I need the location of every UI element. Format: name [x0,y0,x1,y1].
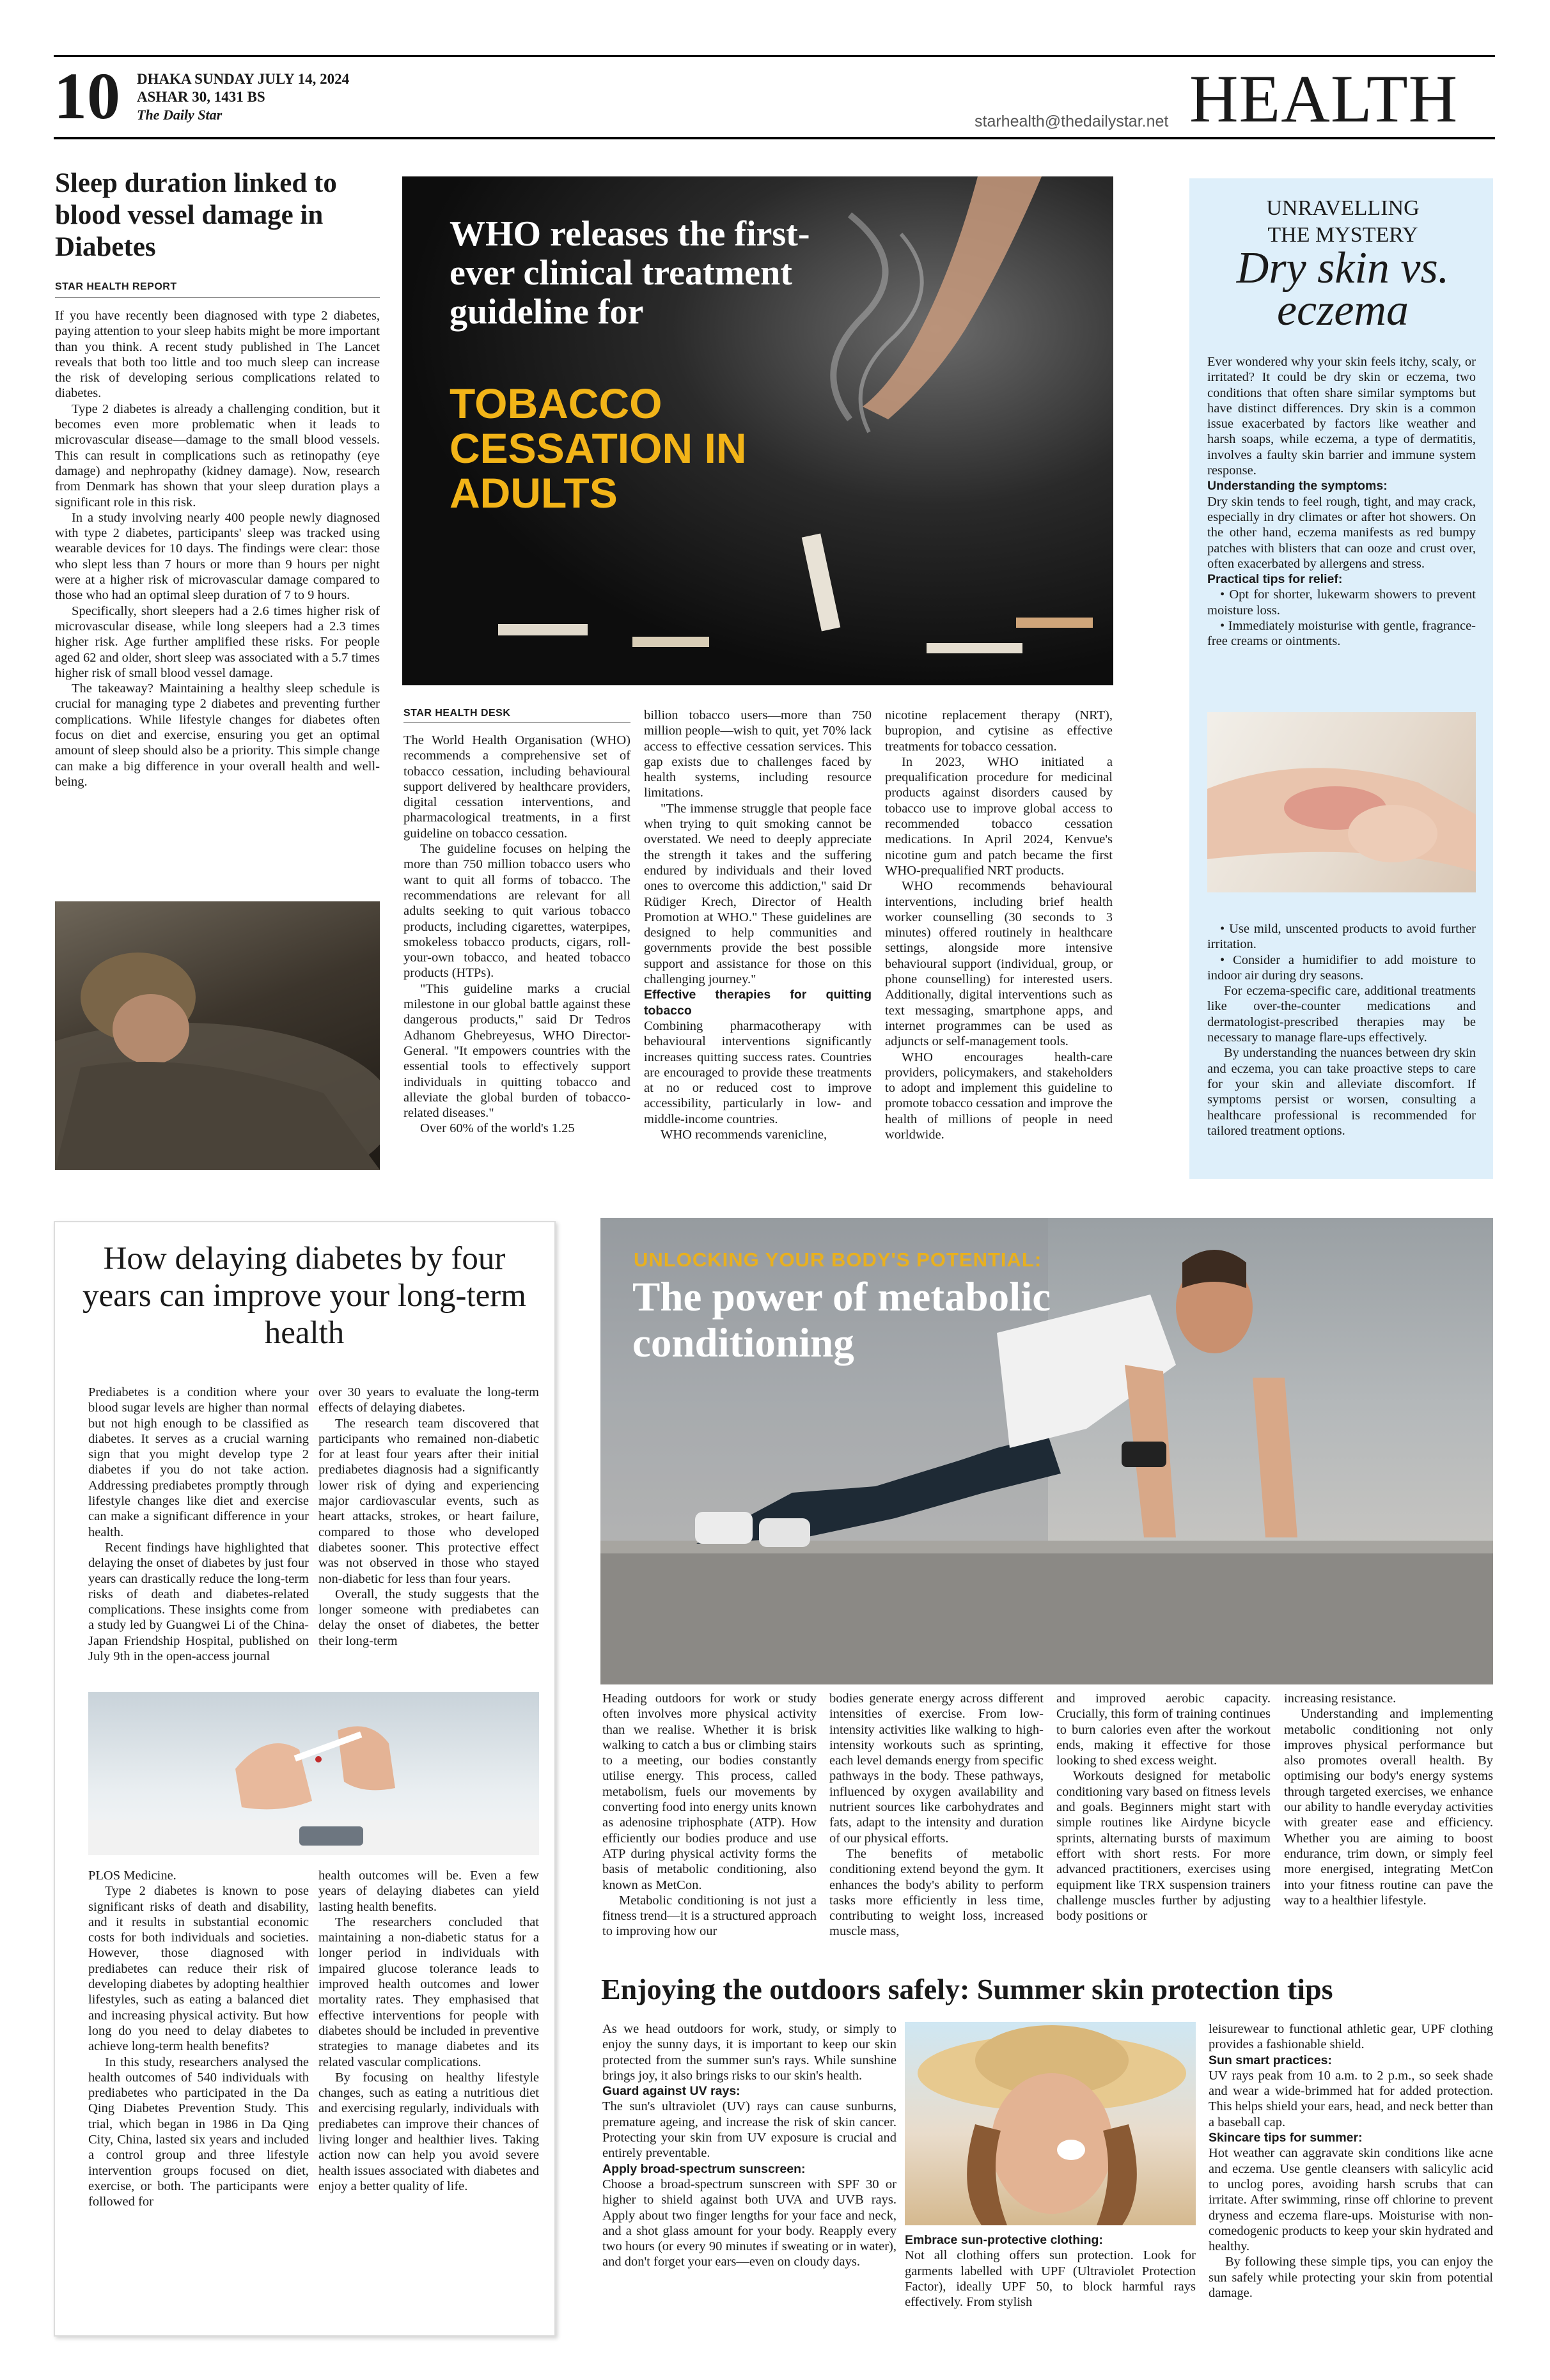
eczema-tip: • Immediately moisturise with gentle, fragrance-free creams or ointments. [1207,619,1476,649]
sleep-paragraph: Specifically, short sleepers had a 2.6 times higher risk of microvascular disease, while long sleepers had a 2.3 times higher risk. Age further amplified these risks. For people aged 62 and older, short sleep was associated with a 5.7 times higher risk of small blood vessel damage. [55,603,380,680]
page-number: 10 [54,59,120,133]
diabetes-paragraph: The research team discovered that participants who remained non-diabetic for at least four years after their initial prediabetes diagnosis had a significantly lower risk of dying and experiencing major cardiovascular events, such as heart attacks, strokes, or heart failure, compared to those who developed diabetes sooner. This protective effect was not observed in those who stayed non-diabetic for less than four years. [318,1416,539,1586]
sleep-paragraph: If you have recently been diagnosed with type 2 diabetes, paying attention to your sleep habits might be more important than you think. A recent study published in The Lancet reveals that both too little and too much sleep can increase the risk of developing serious complications related to diabetes. [55,309,380,401]
tobacco-subhead: Effective therapies for quitting tobacco [644,988,872,1018]
paper-logo: The Daily Star [137,107,223,123]
tobacco-photo [402,176,1113,685]
metabolic-paragraph: and improved aerobic capacity. Crucially, this form of training continues to burn calories even after the workout ends, making it effective for those looking to shed excess weight. [1056,1692,1271,1768]
metabolic-paragraph: Metabolic conditioning is not just a fitness trend—it is a structured approach to improving how our [602,1893,817,1939]
diabetes-article-box [54,1221,556,2337]
sun-uv-head: Guard against UV rays: [602,2084,740,2099]
sun-smart-head: Sun smart practices: [1209,2053,1332,2067]
eczema-arm-photo [1207,712,1476,892]
metabolic-headline: The power of metabolic conditioning [632,1274,1051,1366]
eczema-sidebar [1189,178,1493,1179]
glucose-test-photo [88,1692,539,1855]
tobacco-paragraph: The World Health Organisation (WHO) recommends a comprehensive set of tobacco cessation, including behavioural support delivered by healthcare providers, digital cessation interventions, and pharmacological treatments, in a first guideline on tobacco cessation. [403,733,630,841]
glucose-test-illustration [88,1692,539,1855]
dateline [137,70,349,124]
eczema-intro: Ever wondered why your skin feels itchy, scaly, or irritated? It could be dry skin or eczema, two conditions that often share similar symptoms but have distinct differences. Dry skin is a common issue exacerbated by factors like weather and harsh soaps, while eczema, a type of dermatitis, involves a faulty skin barrier and immune system response. [1207,355,1476,478]
tobacco-paragraph: nicotine replacement therapy (NRT), bupropion, and cytisine as effective treatments for tobacco cessation. [885,708,1113,754]
sleep-body [55,308,380,789]
sun-col3 [1209,2021,1493,2301]
sun-headline: Enjoying the outdoors safely: Summer skin protection tips [601,1973,1333,2005]
sun-uv: The sun's ultraviolet (UV) rays can cause sunburns, premature ageing, and increase the risk of skin cancer. Protecting your skin from UV exposure is crucial and entirely preventable. [602,2099,896,2161]
diabetes-paragraph: health outcomes will be. Even a few years of delaying diabetes can yield lasting health benefits. [318,1869,539,1914]
diabetes-paragraph: over 30 years to evaluate the long-term effects of delaying diabetes. [318,1385,539,1415]
metabolic-col1 [602,1691,817,1940]
sleep-paragraph: Type 2 diabetes is already a challenging condition, but it becomes even more problematic when it leads to microvascular disease—damage to the small blood vessels. This can result in complications such as retinopathy (eye damage) and nephropathy (kidney damage). Now, research from Denmark has shown that your sleep duration plays a significant role in this risk. [55,401,380,509]
eczema-arm-illustration [1207,712,1476,892]
tobacco-paragraph: "This guideline marks a crucial milestone in our global battle against these dangerous products," said Dr Tedros Adhanom Ghebreyesus, WHO Director-General. "It empowers countries with the essential tools to effectively support individuals in quitting tobacco and alleviate the global burden of tobacco-related diseases." [403,981,630,1121]
diabetes-paragraph: By focusing on healthy lifestyle changes, such as eating a nutritious diet and exercising regularly, individuals with prediabetes can improve their chances of living longer and healthier lives. Taking action now can help you avoid severe health issues associated with diabetes and enjoy a better quality of life. [318,2070,539,2193]
diabetes-col2-top [318,1385,539,1649]
metabolic-paragraph: Heading outdoors for work or study often involves more physical activity than we realise. Whether it is brisk walking to catch a bus or climbing stairs to a meeting, our bodies constantly utilise energy. This process, called metabolism, fuels our movements by converting food into energy units known as adenosine triphosphate (ATP). How efficiently our bodies produce and use ATP during physical activity forms the basis of metabolic conditioning, also known as MetCon. [602,1692,817,1892]
sleep-byline-rule [55,297,380,298]
sun-sunscreen-head: Apply broad-spectrum sunscreen: [602,2161,806,2176]
sun-smart: UV rays peak from 10 a.m. to 2 p.m., so seek shade and wear a wide-brimmed hat for added protection. This helps shield your ears, head, and neck better than a baseball cap. [1209,2068,1493,2129]
tobacco-byline-rule [403,722,630,723]
diabetes-col1-bottom [88,1868,309,2210]
diabetes-paragraph: The researchers concluded that maintaining a non-diabetic status for a longer period in individuals with impaired glucose tolerance leads to improved health outcomes and lower mortality rates. They emphasised that effective interventions for people with diabetes should be included in preventive strategies to manage diabetes and its related vascular complications. [318,1915,539,2069]
sun-sunscreen: Choose a broad-spectrum sunscreen with SPF 30 or higher to shield against both UVA and UVB rays. Apply about two finger lengths for your face and neck, and a shot glass amount for your body. Reapply every two hours (or every 90 minutes if sweating or in water), and don't forget your ears—even on cloudy days. [602,2177,896,2269]
eczema-tip: • Opt for shorter, lukewarm showers to prevent moisture loss. [1207,587,1476,618]
metabolic-col2 [829,1691,1044,1940]
sun-clothing-head: Embrace sun-protective clothing: [905,2233,1103,2247]
diabetes-paragraph: PLOS Medicine. [88,1869,176,1883]
sun-clothing: Not all clothing offers sun protection. Look for garments labelled with UPF (Ultraviolet Protection Factor), ideally UPF 50, to block harmful rays effectively. From stylish [905,2248,1196,2310]
sun-intro: As we head outdoors for work, study, or simply to enjoy the sunny days, it is important to keep our skin protected from the summer sun's rays. While sunshine brings joy, it also brings risks to our skin's health. [602,2022,896,2083]
diabetes-col1-top [88,1385,309,1664]
sleeping-person-illustration [55,901,380,1170]
diabetes-paragraph: Prediabetes is a condition where your blood sugar levels are higher than normal but not high enough to be classified as diabetes. It serves as a crucial warning sign that you might develop type 2 diabetes if you do not take action. Addressing prediabetes promptly through lifestyle changes like diet and exercise can make a significant difference in your health. [88,1385,309,1539]
eczema-symptoms-head: Understanding the symptoms: [1207,479,1388,494]
tobacco-paragraph: Combining pharmacotherapy with behavioural interventions significantly increases quitting success rates. Countries are encouraged to provide these treatments at no or reduced cost to improve accessibility, particularly in low- and middle-income countries. [644,1018,872,1126]
eczema-kicker: UNRAVELLING THE MYSTERY [1266,196,1420,247]
tobacco-paragraph: The guideline focuses on helping the more than 750 million tobacco users who want to quit all forms of tobacco. The recommendations are relevant for all adults seeking to quit various tobacco products, including cigarettes, waterpipes, smokeless tobacco products, cigars, roll-your-own tobacco, and heated tobacco products (HTPs). [403,842,630,981]
tobacco-col3 [885,708,1113,1142]
sun-clothing-cont: leisurewear to functional athletic gear, UPF clothing provides a fashionable shield. [1209,2022,1493,2052]
sun-care-head: Skincare tips for summer: [1209,2131,1363,2145]
eczema-closing: For eczema-specific care, additional treatments like over-the-counter medications and dermatologist-prescribed therapies may be necessary to manage flare-ups effectively. [1207,984,1476,1045]
section-title: HEALTH [1189,61,1459,136]
eczema-headline: Dry skin vs. eczema [1236,244,1450,335]
tobacco-headline-yellow: TOBACCO CESSATION IN ADULTS [450,380,747,517]
sleep-byline: STAR HEALTH REPORT [55,281,177,292]
sleep-headline: Sleep duration linked to blood vessel damage in Diabetes [55,168,337,262]
sunhat-girl-illustration [905,2022,1196,2225]
diabetes-paragraph: Type 2 diabetes is known to pose significant risks of death and disability, and it results in substantial economic costs for both individuals and societies. However, those diagnosed with prediabetes can reduce their risk of developing diabetes by adopting healthier lifestyles, such as eating a balanced diet and increasing physical activity. But how long do you need to delay diabetes to achieve long-term health benefits? [88,1884,309,2054]
metabolic-paragraph: Understanding and implementing metabolic conditioning not only improves physical performance but also promotes overall health. By optimising our body's energy systems through targeted exercises, we enhance our ability to handle everyday activities with greater ease and efficiency. Whether you are aiming to boost endurance, trim down, or simply feel more energised, integrating MetCon into your fitness routine can pave the way to a healthier lifestyle. [1284,1707,1493,1908]
eczema-body-bottom [1207,921,1476,1139]
sun-col2 [905,2232,1196,2310]
masthead-bottom-rule [54,137,1495,139]
metabolic-paragraph: bodies generate energy across different intensities of exercise. From low-intensity activities like walking to high-intensity workouts such as sprinting, each level demands energy from specific pathways in the body. These pathways, influenced by oxygen availability and nutrient sources like carbohydrates and fats, adapt to the intensity and duration of our physical efforts. [829,1692,1044,1846]
sleep-paragraph: The takeaway? Maintaining a healthy sleep schedule is crucial for managing type 2 diabetes and preventing further complications. While lifestyle changes for diabetes often focus on diet and exercise, ensuring you get an optimal amount of sleep should also be a priority. This simple change can make a big difference in your overall health and well-being. [55,681,380,789]
tobacco-paragraph: Over 60% of the world's 1.25 [420,1121,575,1136]
diabetes-headline: How delaying diabetes by four years can improve your long-term health [82,1241,526,1351]
diabetes-col2-bottom [318,1868,539,2194]
sun-closing: By following these simple tips, you can enjoy the sun safely while protecting your skin from potential damage. [1209,2255,1493,2301]
sun-care: Hot weather can aggravate skin conditions like acne and eczema. Use gentle cleansers with salicylic acid to unclog pores, avoiding harsh scrubs that can irritate. After swimming, rinse off chlorine to prevent dryness and eczema flare-ups. Moisturise with non-comedogenic products to keep your skin hydrated and healthy. [1209,2146,1493,2254]
eczema-tips-head: Practical tips for relief: [1207,572,1343,587]
bangla-date: ASHAR 30, 1431 BS [137,89,265,105]
section-email: starhealth@thedailystar.net [975,113,1169,130]
tobacco-col1 [403,733,630,1137]
date-line: DHAKA SUNDAY JULY 14, 2024 [137,71,350,87]
tobacco-byline: STAR HEALTH DESK [403,708,511,719]
tobacco-paragraph: In 2023, WHO initiated a prequalification procedure for medicinal products against disorders caused by tobacco use to improve global access to recommended tobacco cessation medications. In April 2024, Kenvue's nicotine gum and patch became the first WHO-prequalified NRT products. [885,754,1113,878]
eczema-closing: By understanding the nuances between dry skin and eczema, you can take proactive steps to care for your skin and alleviate discomfort. If symptoms persist or worsen, consulting a healthcare professional is recommended for tailored treatment options. [1207,1046,1476,1138]
sun-col1 [602,2021,896,2270]
eczema-tip: • Consider a humidifier to add moisture to indoor air during dry seasons. [1207,953,1476,983]
diabetes-paragraph: Overall, the study suggests that the longer someone with prediabetes can delay the onset of diabetes, the better their long-term [318,1587,539,1648]
metabolic-col3 [1056,1691,1271,1924]
eczema-body-top [1207,354,1476,649]
diabetes-paragraph: In this study, researchers analysed the health outcomes of 540 individuals with prediabetes who participated in the Da Qing Diabetes Prevention Study. This trial, which began in 1986 in Da Qing City, China, lasted six years and included a control group and three lifestyle intervention groups focused on diet, exercise, or both. The participants were followed for [88,2055,309,2209]
pushup-photo [600,1218,1493,1684]
sleeping-person-photo [55,901,380,1170]
metabolic-paragraph: increasing resistance. [1284,1692,1397,1706]
sunhat-girl-photo [905,2022,1196,2225]
masthead-top-rule [54,55,1495,57]
eczema-symptoms: Dry skin tends to feel rough, tight, and may crack, especially in dry climates or after hot showers. On the other hand, eczema manifests as red bumpy patches with blisters that can ooze and crust over, often exacerbated by allergens and stress. [1207,494,1476,571]
metabolic-kicker: UNLOCKING YOUR BODY'S POTENTIAL: [634,1248,1042,1271]
tobacco-paragraph: WHO recommends behavioural interventions, including brief health worker counselling (30 seconds to 3 minutes) offered routinely in healthcare settings, alongside more intensive behavioural support (individual, group, or phone counselling) for interested users. Additionally, digital interventions such as text messaging, smartphone apps, and internet programmes can be used as adjuncts or self-management tools. [885,879,1113,1049]
sleep-paragraph: In a study involving nearly 400 people newly diagnosed with type 2 diabetes, participants' sleep was tracked using wearable devices for 10 days. The findings were clear: those who slept less than 7 hours or more than 9 hours per night were at a higher risk of microvascular damage compared to those who had an optimal sleep duration of 7 to 9 hours. [55,510,380,603]
metabolic-col4 [1284,1691,1493,1908]
tobacco-paragraph: WHO recommends varenicline, [661,1128,827,1142]
diabetes-paragraph: Recent findings have highlighted that delaying the onset of diabetes by just four years can drastically reduce the long-term risks of death and diabetes-related complications. These insights come from a study led by Guangwei Li of the China-Japan Friendship Hospital, published on July 9th in the open-access journal [88,1540,309,1664]
eczema-tip: • Use mild, unscented products to avoid further irritation. [1207,922,1476,952]
tobacco-paragraph: "The immense struggle that people face when trying to quit smoking cannot be overstated. We need to deeply appreciate the strength it takes and the suffering endured by individuals and their loved ones to overcome this addiction," said Dr Rüdiger Krech, Director of Health Promotion at WHO." These guidelines are designed to help communities and governments provide the best possible support and assistance for those on this challenging journey." [644,801,872,987]
tobacco-paragraph: billion tobacco users—more than 750 million people—wish to quit, yet 70% lack access to effective cessation services. This gap exists due to challenges faced by health systems, including resource limitations. [644,708,872,800]
metabolic-paragraph: The benefits of metabolic conditioning extend beyond the gym. It enhances the body's ability to perform tasks more efficiently in less time, contributing to weight loss, increased muscle mass, [829,1846,1044,1939]
tobacco-col2 [644,708,872,1142]
metabolic-paragraph: Workouts designed for metabolic conditioning vary based on fitness levels and goals. Beginners might start with simple routines like Airdyne bicycle sprints, alternating bursts of maximum effort with short rests. For more advanced practitioners, exercises using equipment like TRX suspension trainers challenge muscles further by adjusting body positions or [1056,1769,1271,1924]
tobacco-headline-white: WHO releases the first-ever clinical treatment guideline for [450,214,810,332]
tobacco-paragraph: WHO encourages health-care providers, policymakers, and stakeholders to adopt and implement this guideline to promote tobacco cessation and improve the health of millions of people in need worldwide. [885,1050,1113,1142]
